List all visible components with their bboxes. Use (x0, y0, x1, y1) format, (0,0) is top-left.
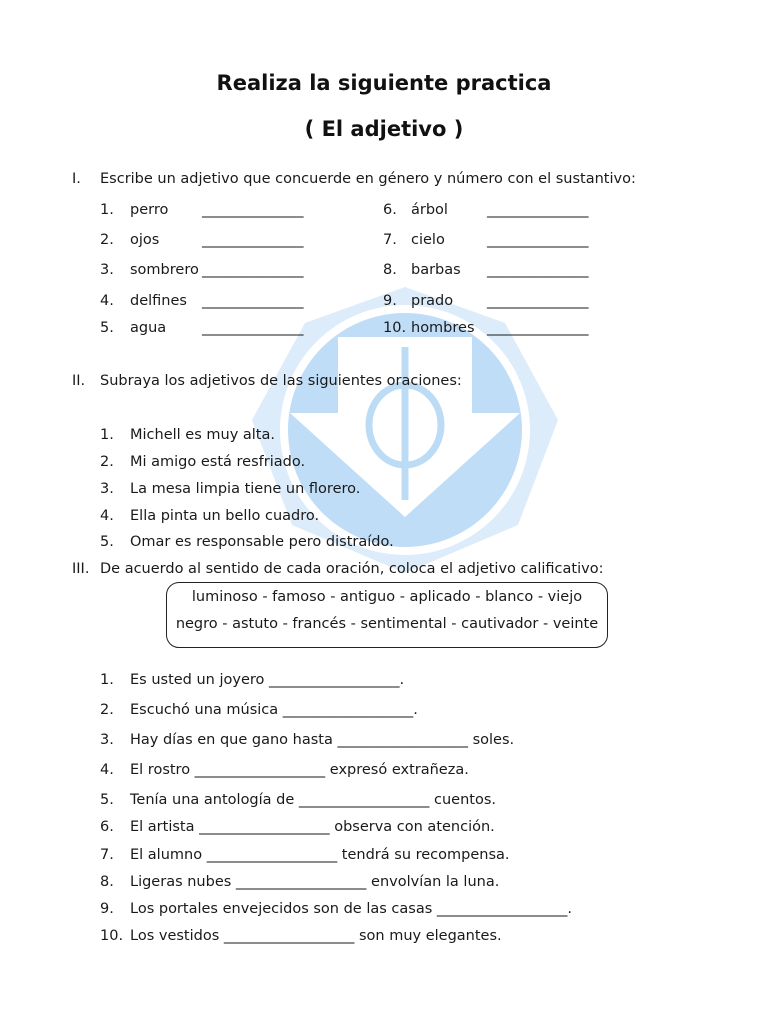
s1-item-number: 1. (100, 202, 114, 218)
section-3-instruction: De acuerdo al sentido de cada oración, coloca el adjetivo calificativo: (100, 561, 604, 577)
s2-item-number: 5. (100, 534, 114, 550)
s2-item-number: 3. (100, 481, 114, 497)
s2-item-number: 2. (100, 454, 114, 470)
s1-item-number: 7. (383, 232, 397, 248)
s3-item-text: El alumno __________________ tendrá su recompensa. (130, 847, 510, 863)
section-2-number: II. (72, 373, 86, 389)
s1-item-word: agua (130, 320, 167, 336)
s3-item-number: 2. (100, 702, 114, 718)
s2-item-number: 4. (100, 508, 114, 524)
s1-item-word: barbas (411, 262, 461, 278)
s1-item-number: 8. (383, 262, 397, 278)
word-bank-box (166, 582, 608, 648)
s2-item-text: Mi amigo está resfriado. (130, 454, 306, 470)
s3-item-number: 1. (100, 672, 114, 688)
s1-item-word: delfines (130, 293, 187, 309)
section-1-instruction: Escribe un adjetivo que concuerde en género y número con el sustantivo: (100, 171, 636, 187)
s1-item-blank: ______________ (487, 293, 589, 309)
page-title: Realiza la siguiente practica (216, 71, 552, 95)
s1-item-number: 2. (100, 232, 114, 248)
s3-item-text: El rostro __________________ expresó extrañeza. (130, 762, 469, 778)
s1-item-word: perro (130, 202, 169, 218)
s1-item-number: 4. (100, 293, 114, 309)
s3-item-number: 10. (100, 928, 124, 944)
s3-item-number: 8. (100, 874, 114, 890)
s3-item-text: Es usted un joyero __________________. (130, 672, 405, 688)
s2-item-text: Michell es muy alta. (130, 427, 275, 443)
section-1-number: I. (72, 171, 81, 187)
s3-item-number: 4. (100, 762, 114, 778)
s1-item-blank: ______________ (487, 202, 589, 218)
s3-item-number: 5. (100, 792, 114, 808)
s2-item-text: Omar es responsable pero distraído. (130, 534, 394, 550)
s1-item-blank: ______________ (487, 232, 589, 248)
s3-item-number: 9. (100, 901, 114, 917)
s3-item-number: 3. (100, 732, 114, 748)
s1-item-word: cielo (411, 232, 445, 248)
page-subtitle: ( El adjetivo ) (304, 117, 464, 141)
s3-item-text: Escuchó una música __________________. (130, 702, 418, 718)
s1-item-number: 10. (383, 320, 407, 336)
s1-item-number: 5. (100, 320, 114, 336)
section-2-instruction: Subraya los adjetivos de las siguientes oraciones: (100, 373, 462, 389)
s2-item-text: La mesa limpia tiene un florero. (130, 481, 361, 497)
s3-item-text: El artista __________________ observa con atención. (130, 819, 495, 835)
s1-item-blank: ______________ (202, 320, 304, 336)
s1-item-word: prado (411, 293, 454, 309)
s1-item-number: 6. (383, 202, 397, 218)
s1-item-blank: ______________ (202, 232, 304, 248)
s1-item-word: hombres (411, 320, 475, 336)
s1-item-blank: ______________ (202, 202, 304, 218)
s1-item-word: ojos (130, 232, 160, 248)
s1-item-number: 3. (100, 262, 114, 278)
s1-item-word: sombrero (130, 262, 199, 278)
s3-item-text: Hay días en que gano hasta __________________ soles. (130, 732, 515, 748)
s1-item-blank: ______________ (202, 262, 304, 278)
s1-item-blank: ______________ (202, 293, 304, 309)
s1-item-blank: ______________ (487, 320, 589, 336)
word-bank-line: negro - astuto - francés - sentimental - cautivador - veinte (175, 616, 599, 632)
s3-item-text: Tenía una antología de __________________ cuentos. (130, 792, 496, 808)
s2-item-number: 1. (100, 427, 114, 443)
s3-item-number: 6. (100, 819, 114, 835)
s3-item-number: 7. (100, 847, 114, 863)
s2-item-text: Ella pinta un bello cuadro. (130, 508, 320, 524)
s1-item-blank: ______________ (487, 262, 589, 278)
s1-item-number: 9. (383, 293, 397, 309)
s1-item-word: árbol (411, 202, 448, 218)
s3-item-text: Los vestidos __________________ son muy elegantes. (130, 928, 502, 944)
word-bank-line: luminoso - famoso - antiguo - aplicado - blanco - viejo (191, 589, 583, 605)
s3-item-text: Los portales envejecidos son de las casas __________________. (130, 901, 572, 917)
s3-item-text: Ligeras nubes __________________ envolvían la luna. (130, 874, 500, 890)
section-3-number: III. (72, 561, 90, 577)
